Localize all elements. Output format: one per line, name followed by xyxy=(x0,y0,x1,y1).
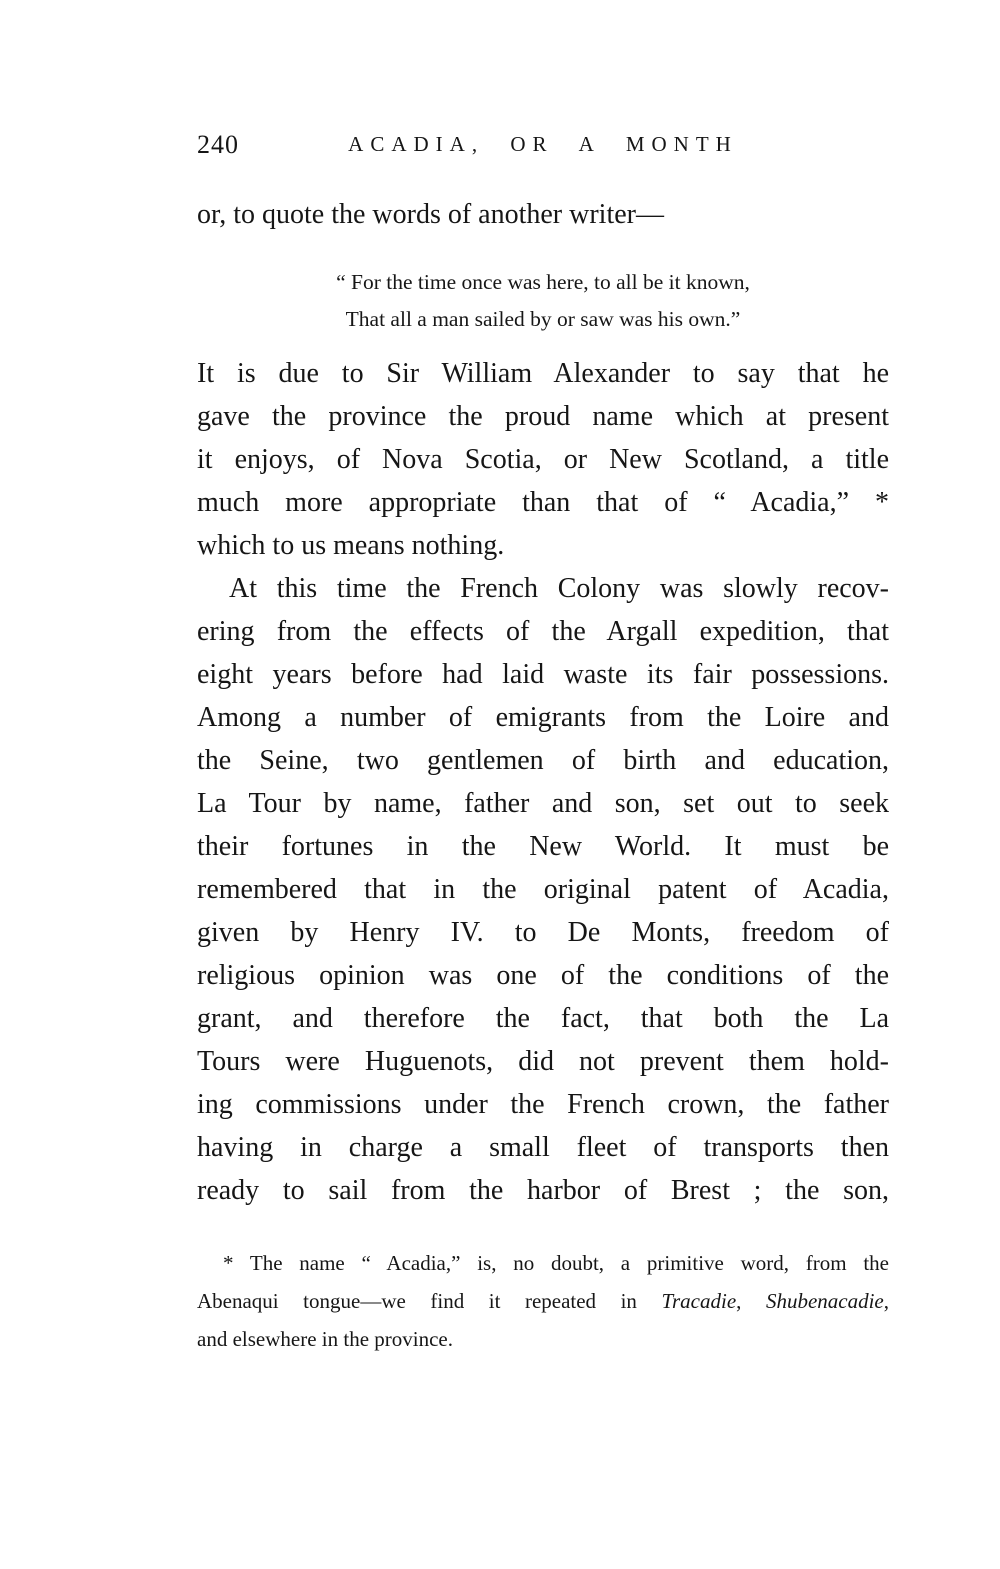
paragraph-line xyxy=(197,481,889,524)
body-text xyxy=(197,352,889,1212)
text-segment: Tours were Huguenots, did not prevent them hold- xyxy=(197,1046,889,1077)
text-segment: ering from the effects of the Argall expedition, that xyxy=(197,616,889,647)
text-segment: * The name “ Acadia,” is, no doubt, a primitive word, from the xyxy=(223,1251,889,1275)
paragraph-line xyxy=(197,782,889,825)
text-segment: it enjoys, of Nova Scotia, or New Scotland, a title xyxy=(197,444,889,475)
text-segment: remembered that in the original patent of Acadia, xyxy=(197,874,889,905)
text-segment: the Seine, two gentlemen of birth and education, xyxy=(197,745,889,776)
verse-line xyxy=(197,264,889,301)
paragraph-line xyxy=(197,696,889,739)
paragraph-line xyxy=(197,610,889,653)
page-number: 240 xyxy=(197,130,239,159)
paragraph-line xyxy=(197,567,889,610)
footnote xyxy=(197,1244,889,1358)
verse-quote xyxy=(197,264,889,338)
paragraph-line xyxy=(197,739,889,782)
italic-text: Shubenacadie xyxy=(765,1289,884,1313)
text-segment: having in charge a small fleet of transports then xyxy=(197,1132,889,1163)
paragraph-line xyxy=(197,997,889,1040)
text-segment: It is due to Sir William Alexander to say that he xyxy=(197,358,889,389)
intro-line: or, to quote the words of another writer— xyxy=(197,199,664,230)
footnote-line xyxy=(197,1244,889,1282)
text-segment: religious opinion was one of the conditions of the xyxy=(197,960,889,991)
italic-text: Tracadie xyxy=(661,1289,737,1313)
paragraph-line xyxy=(197,954,889,997)
verse-line xyxy=(197,301,889,338)
text-segment: , xyxy=(883,1289,889,1313)
paragraph-line xyxy=(197,524,889,567)
paragraph-line xyxy=(197,1126,889,1169)
paragraph-line xyxy=(197,352,889,395)
text-segment: their fortunes in the New World. It must be xyxy=(197,831,889,862)
text-segment: Among a number of emigrants from the Loire and xyxy=(197,702,889,733)
text-segment: given by Henry IV. to De Monts, freedom of xyxy=(197,917,889,948)
paragraph-line xyxy=(197,438,889,481)
paragraph-line xyxy=(197,825,889,868)
text-segment: Abenaqui tongue—we find it repeated in xyxy=(197,1289,662,1313)
paragraph-line xyxy=(197,1169,889,1212)
text-segment: which to us means nothing. xyxy=(197,530,505,561)
text-segment: eight years before had laid waste its fair possessions. xyxy=(197,659,889,690)
paragraph-line xyxy=(197,1083,889,1126)
paragraph-line xyxy=(197,653,889,696)
text-segment: At this time the French Colony was slowly recov- xyxy=(229,573,889,604)
footnote-line xyxy=(197,1320,889,1358)
text-segment: gave the province the proud name which at present xyxy=(197,401,889,432)
paragraph-line xyxy=(197,868,889,911)
text-segment: , xyxy=(736,1289,766,1313)
text-segment: “ For the time once was here, to all be it known, xyxy=(336,270,750,294)
page-header xyxy=(197,128,889,162)
footnote-line xyxy=(197,1282,889,1320)
text-segment: That all a man sailed by or saw was his own.” xyxy=(345,307,741,331)
running-header: ACADIA, OR A MONTH xyxy=(348,132,738,156)
paragraph-line xyxy=(197,395,889,438)
text-segment: ready to sail from the harbor of Brest ; the son, xyxy=(197,1175,889,1206)
paragraph-line xyxy=(197,1040,889,1083)
text-segment: grant, and therefore the fact, that both the La xyxy=(197,1003,889,1034)
text-segment: La Tour by name, father and son, set out to seek xyxy=(197,788,889,819)
text-segment: and elsewhere in the province. xyxy=(197,1327,453,1351)
text-segment: much more appropriate than that of “ Acadia,” * xyxy=(197,487,889,518)
text-segment: ing commissions under the French crown, the father xyxy=(197,1089,889,1120)
paragraph-line xyxy=(197,911,889,954)
